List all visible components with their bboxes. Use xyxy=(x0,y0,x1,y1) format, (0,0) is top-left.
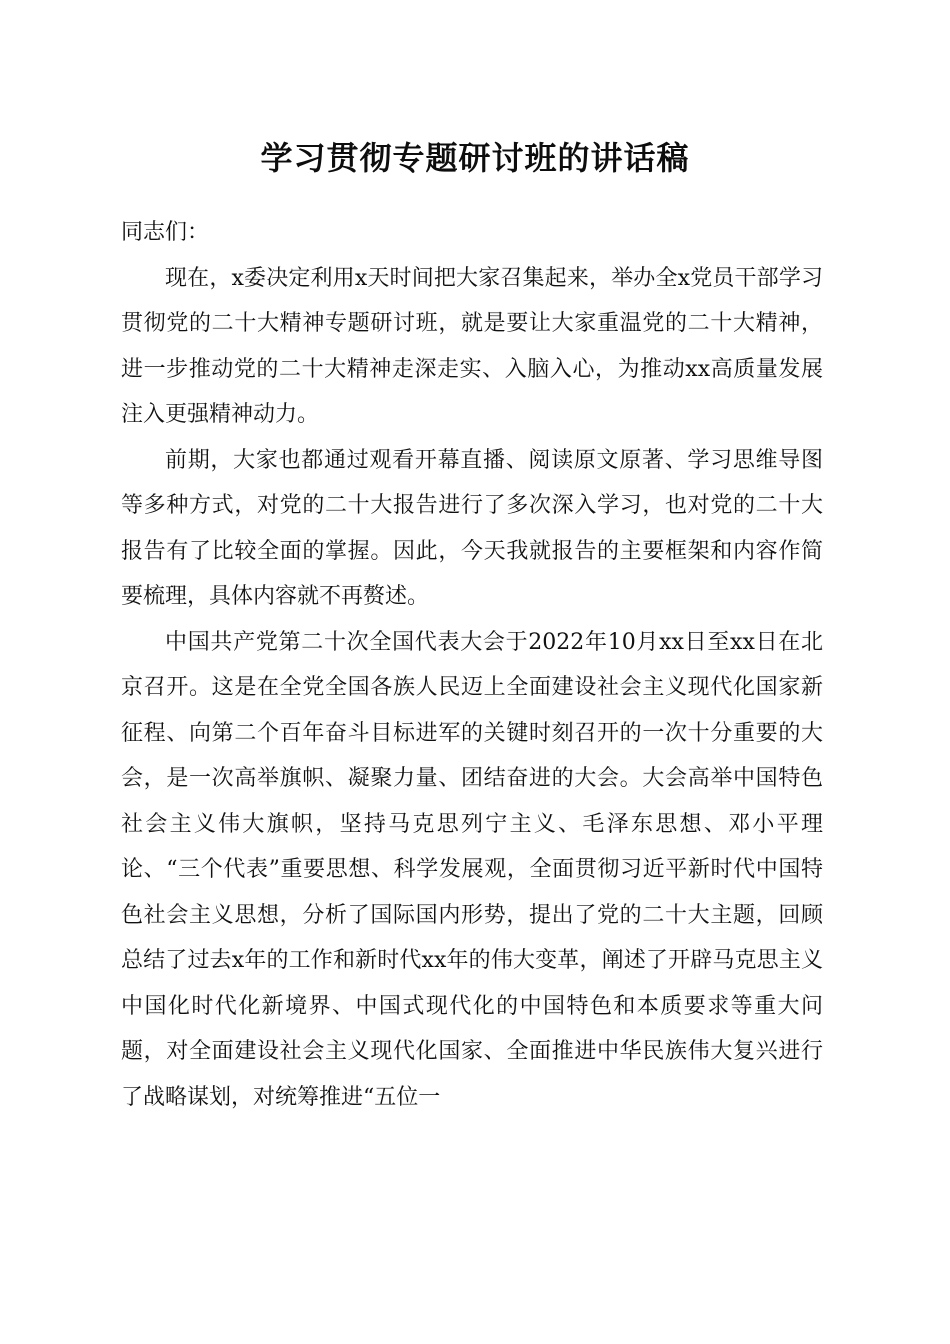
salutation: 同志们： xyxy=(121,220,210,245)
document-body xyxy=(121,210,823,1120)
paragraph-1: 现在，x委决定利用x天时间把大家召集起来，举办全x党员干部学习贯彻党的二十大精神专题研讨班，就是要让大家重温党的二十大精神，进一步推动党的二十大精神走深走实、入脑入心，为推动xx高质量发展注入更强精神动力。 xyxy=(121,265,823,427)
paragraph-3: 中国共产党第二十次全国代表大会于2022年10月xx日至xx日在北京召开。这是在全党全国各族人民迈上全面建设社会主义现代化国家新征程、向第二个百年奋斗目标进军的关键时刻召开的一次十分重要的大会，是一次高举旗帜、凝聚力量、团结奋进的大会。大会高举中国特色社会主义伟大旗帜，坚持马克思列宁主义、毛泽东思想、邓小平理论、“三个代表”重要思想、科学发展观，全面贯彻习近平新时代中国特色社会主义思想，分析了国际国内形势，提出了党的二十大主题，回顾总结了过去x年的工作和新时代xx年的伟大变革，阐述了开辟马克思主义中国化时代化新境界、中国式现代化的中国特色和本质要求等重大问题，对全面建设社会主义现代化国家、全面推进中华民族伟大复兴进行了战略谋划，对统筹推进“五位一 xyxy=(121,629,823,1110)
paragraph-2: 前期，大家也都通过观看开幕直播、阅读原文原著、学习思维导图等多种方式，对党的二十大报告进行了多次深入学习，也对党的二十大报告有了比较全面的掌握。因此，今天我就报告的主要框架和内容作简要梳理，具体内容就不再赘述。 xyxy=(121,447,823,609)
document-title: 学习贯彻专题研讨班的讲话稿 xyxy=(260,139,690,177)
